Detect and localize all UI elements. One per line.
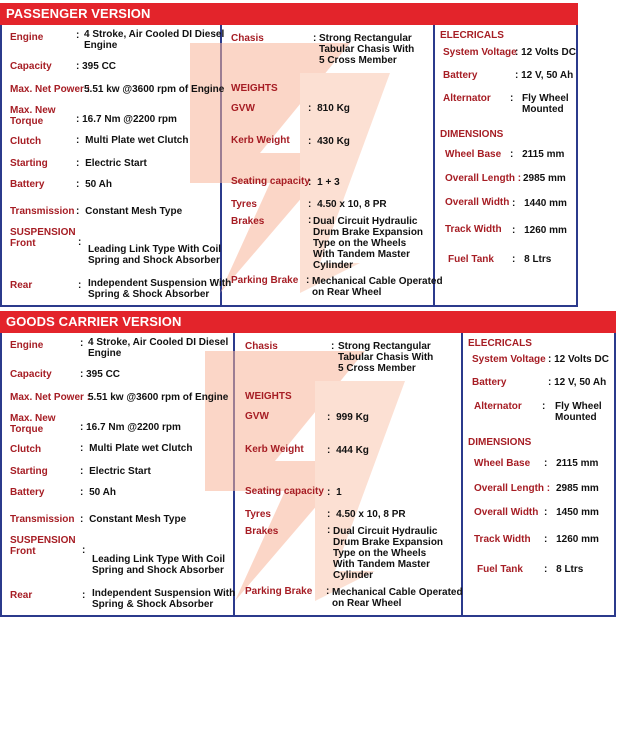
voltage-value: : 12 Volts DC: [548, 354, 609, 365]
torque-label: Torque: [10, 116, 44, 127]
fuel-label: Fuel Tank: [477, 564, 523, 575]
fuel-value: : 8 Ltrs: [544, 564, 584, 575]
voltage-text: 12 Volts DC: [554, 354, 609, 365]
front-label: Front: [10, 238, 36, 249]
brakes-label: Brakes: [231, 216, 265, 227]
battery-text: 50 Ah: [89, 487, 116, 498]
track-label: Track Width: [474, 534, 531, 545]
parking-value: Mechanical Cable Operated: [312, 276, 443, 287]
torque-text: 16.7 Nm @2200 rpm: [82, 114, 177, 125]
colon: :: [327, 525, 331, 536]
chasis-value: 5 Cross Member: [319, 55, 397, 66]
starting-label: Starting: [10, 466, 48, 477]
colon: :: [82, 590, 86, 601]
length-value: 2985 mm: [556, 483, 599, 494]
wheelbase-value: : 2115 mm: [544, 458, 599, 469]
column-divider: [433, 25, 435, 307]
brakes-value: Type on the Wheels: [333, 548, 427, 559]
goods-panel: [0, 311, 616, 617]
wheelbase-label: Wheel Base: [474, 458, 531, 469]
wheelbase-value: : 2115 mm: [510, 149, 565, 160]
gvw-label: GVW: [245, 411, 269, 422]
column-divider: [461, 333, 463, 617]
tyres-label: Tyres: [231, 199, 257, 210]
alternator-value: Fly Wheel: [522, 93, 569, 104]
length-label: Overall Length :: [445, 173, 522, 184]
chasis-value: Tabular Chasis With: [319, 44, 415, 55]
rear-label: Rear: [10, 590, 33, 601]
parking-label: Parking Brake: [245, 586, 313, 597]
gvw-text: 999 Kg: [336, 412, 369, 423]
fuel-text: 8 Ltrs: [524, 254, 552, 265]
voltage-label: System Voltage: [443, 47, 517, 58]
width-label: Overall Width: [445, 197, 510, 208]
front-label: Front: [10, 546, 36, 557]
seating-label: Seating capacity: [231, 176, 310, 187]
elec-battery-label: Battery: [472, 377, 507, 388]
colon: :: [331, 341, 335, 352]
starting-label: Starting: [10, 158, 48, 169]
colon: :: [80, 338, 84, 349]
brakes-value: Dual Circuit Hydraulic: [333, 526, 438, 537]
chasis-value: Tabular Chasis With: [338, 352, 434, 363]
electricals-heading: ELECRICALS: [468, 338, 532, 349]
colon: :: [306, 275, 310, 286]
suspension-heading: SUSPENSION: [10, 227, 76, 238]
alternator-value: Fly Wheel: [555, 401, 602, 412]
engine-value: 4 Stroke, Air Cooled DI Diesel: [88, 337, 229, 348]
dimensions-heading: DIMENSIONS: [468, 437, 532, 448]
rear-value: Spring & Shock Absorber: [88, 289, 210, 300]
kerb-text: 430 Kg: [317, 136, 350, 147]
elec-battery-text: 12 V, 50 Ah: [521, 70, 574, 81]
transmission-value: : Constant Mesh Type: [76, 206, 183, 217]
seating-label: Seating capacity: [245, 486, 324, 497]
clutch-value: : Multi Plate wet Clutch: [80, 443, 193, 454]
width-value: : 1440 mm: [512, 198, 567, 209]
kerb-text: 444 Kg: [336, 445, 369, 456]
torque-text: 16.7 Nm @2200 rpm: [86, 422, 181, 433]
chasis-value: 5 Cross Member: [338, 363, 416, 374]
gvw-label: GVW: [231, 103, 255, 114]
voltage-value: : 12 Volts DC: [515, 47, 576, 58]
battery-value: : 50 Ah: [76, 179, 112, 190]
width-value: : 1450 mm: [544, 507, 599, 518]
suspension-heading: SUSPENSION: [10, 535, 76, 546]
kerb-value: : 430 Kg: [308, 136, 350, 147]
clutch-label: Clutch: [10, 444, 42, 455]
starting-text: Electric Start: [85, 158, 147, 169]
colon: :: [78, 280, 82, 291]
colon: :: [542, 401, 546, 412]
width-label: Overall Width: [474, 507, 539, 518]
transmission-label: Transmission: [10, 206, 75, 217]
track-text: 1260 mm: [524, 225, 567, 236]
track-label: Track Width: [445, 224, 502, 235]
parking-label: Parking Brake: [231, 275, 299, 286]
weights-heading: WEIGHTS: [231, 83, 278, 94]
voltage-text: 12 Volts DC: [521, 47, 576, 58]
transmission-value: : Constant Mesh Type: [80, 514, 187, 525]
alternator-value: Mounted: [522, 104, 564, 115]
passenger-header: PASSENGER VERSION: [0, 3, 578, 25]
starting-value: : Electric Start: [76, 158, 147, 169]
torque-label: Max. New: [10, 413, 56, 424]
parking-value: on Rear Wheel: [312, 287, 382, 298]
clutch-label: Clutch: [10, 136, 42, 147]
fuel-label: Fuel Tank: [448, 254, 494, 265]
transmission-label: Transmission: [10, 514, 75, 525]
width-text: 1440 mm: [524, 198, 567, 209]
brakes-value: With Tandem Master: [313, 249, 410, 260]
wheelbase-text: 2115 mm: [556, 458, 599, 469]
elec-battery-value: : 12 V, 50 Ah: [548, 377, 607, 388]
colon: :: [510, 93, 514, 104]
power-label: Max. Net Power :: [10, 392, 91, 403]
chasis-label: Chasis: [231, 33, 264, 44]
tyres-text: 4.50 x 10, 8 PR: [336, 509, 406, 520]
engine-label: Engine: [10, 340, 44, 351]
elec-battery-label: Battery: [443, 70, 478, 81]
width-text: 1450 mm: [556, 507, 599, 518]
brakes-value: Type on the Wheels: [313, 238, 407, 249]
power-label: Max. Net Power :: [10, 84, 91, 95]
seating-value: : 1 + 3: [308, 177, 340, 188]
front-value: Spring and Shock Absorber: [92, 565, 224, 576]
passenger-panel: [0, 3, 580, 308]
clutch-value: : Multi Plate wet Clutch: [76, 135, 189, 146]
capacity-value: : 395 CC: [80, 369, 121, 380]
torque-value: : 16.7 Nm @2200 rpm: [80, 422, 181, 433]
wheelbase-text: 2115 mm: [522, 149, 565, 160]
rear-label: Rear: [10, 280, 33, 291]
engine-value: Engine: [88, 348, 122, 359]
seating-value: : 1: [327, 487, 342, 498]
alternator-value: Mounted: [555, 412, 597, 423]
brakes-value: Cylinder: [333, 570, 374, 581]
seating-text: 1 + 3: [317, 177, 340, 188]
starting-text: Electric Start: [89, 466, 151, 477]
gvw-value: : 810 Kg: [308, 103, 350, 114]
front-value: Leading Link Type With Coil: [88, 244, 222, 255]
engine-label: Engine: [10, 32, 44, 43]
elec-battery-text: 12 V, 50 Ah: [554, 377, 607, 388]
battery-label: Battery: [10, 487, 45, 498]
transmission-text: Constant Mesh Type: [85, 206, 183, 217]
battery-value: : 50 Ah: [80, 487, 116, 498]
capacity-value: : 395 CC: [76, 61, 117, 72]
parking-value: Mechanical Cable Operated: [332, 587, 463, 598]
rear-value: Independent Suspension With: [92, 588, 236, 599]
seating-text: 1: [336, 487, 342, 498]
tyres-value: : 4.50 x 10, 8 PR: [308, 199, 387, 210]
fuel-value: : 8 Ltrs: [512, 254, 552, 265]
brakes-label: Brakes: [245, 526, 279, 537]
clutch-text: Multi Plate wet Clutch: [85, 135, 189, 146]
track-value: : 1260 mm: [544, 534, 599, 545]
front-value: Leading Link Type With Coil: [92, 554, 226, 565]
electricals-heading: ELECRICALS: [440, 30, 504, 41]
kerb-label: Kerb Weight: [231, 135, 290, 146]
capacity-label: Capacity: [10, 61, 52, 72]
torque-label: Max. New: [10, 105, 56, 116]
length-label: Overall Length :: [474, 483, 551, 494]
power-value: 5.51 kw @3600 rpm of Engine: [84, 84, 225, 95]
parking-value: on Rear Wheel: [332, 598, 402, 609]
rear-value: Independent Suspension With: [88, 278, 232, 289]
starting-value: : Electric Start: [80, 466, 151, 477]
colon: :: [313, 33, 317, 44]
weights-heading: WEIGHTS: [245, 391, 292, 402]
voltage-label: System Voltage: [472, 354, 546, 365]
colon: :: [326, 586, 330, 597]
battery-text: 50 Ah: [85, 179, 112, 190]
tyres-label: Tyres: [245, 509, 271, 520]
transmission-text: Constant Mesh Type: [89, 514, 187, 525]
capacity-text: 395 CC: [86, 369, 121, 380]
gvw-text: 810 Kg: [317, 103, 350, 114]
kerb-value: : 444 Kg: [327, 445, 369, 456]
colon: :: [78, 237, 82, 248]
brakes-value: Cylinder: [313, 260, 354, 271]
chasis-value: Strong Rectangular: [319, 33, 412, 44]
torque-value: : 16.7 Nm @2200 rpm: [76, 114, 177, 125]
brakes-value: Dual Circuit Hydraulic: [313, 216, 418, 227]
dimensions-heading: DIMENSIONS: [440, 129, 504, 140]
capacity-label: Capacity: [10, 369, 52, 380]
chasis-label: Chasis: [245, 341, 278, 352]
engine-value: 4 Stroke, Air Cooled DI Diesel: [84, 29, 225, 40]
elec-battery-value: : 12 V, 50 Ah: [515, 70, 574, 81]
gvw-value: : 999 Kg: [327, 412, 369, 423]
alternator-label: Alternator: [474, 401, 522, 412]
tyres-text: 4.50 x 10, 8 PR: [317, 199, 387, 210]
length-value: 2985 mm: [523, 173, 566, 184]
rear-value: Spring & Shock Absorber: [92, 599, 214, 610]
torque-label: Torque: [10, 424, 44, 435]
clutch-text: Multi Plate wet Clutch: [89, 443, 193, 454]
engine-value: Engine: [84, 40, 118, 51]
track-value: : 1260 mm: [512, 225, 567, 236]
colon: :: [82, 545, 86, 556]
tyres-value: : 4.50 x 10, 8 PR: [327, 509, 406, 520]
capacity-text: 395 CC: [82, 61, 117, 72]
track-text: 1260 mm: [556, 534, 599, 545]
chasis-value: Strong Rectangular: [338, 341, 431, 352]
alternator-label: Alternator: [443, 93, 491, 104]
colon: :: [76, 30, 80, 41]
colon: :: [308, 215, 312, 226]
goods-header: GOODS CARRIER VERSION: [0, 311, 616, 333]
fuel-text: 8 Ltrs: [556, 564, 584, 575]
wheelbase-label: Wheel Base: [445, 149, 502, 160]
brakes-value: Drum Brake Expansion: [313, 227, 424, 238]
brakes-value: Drum Brake Expansion: [333, 537, 444, 548]
kerb-label: Kerb Weight: [245, 444, 304, 455]
front-value: Spring and Shock Absorber: [88, 255, 220, 266]
brakes-value: With Tandem Master: [333, 559, 430, 570]
power-value: 5.51 kw @3600 rpm of Engine: [88, 392, 229, 403]
battery-label: Battery: [10, 179, 45, 190]
